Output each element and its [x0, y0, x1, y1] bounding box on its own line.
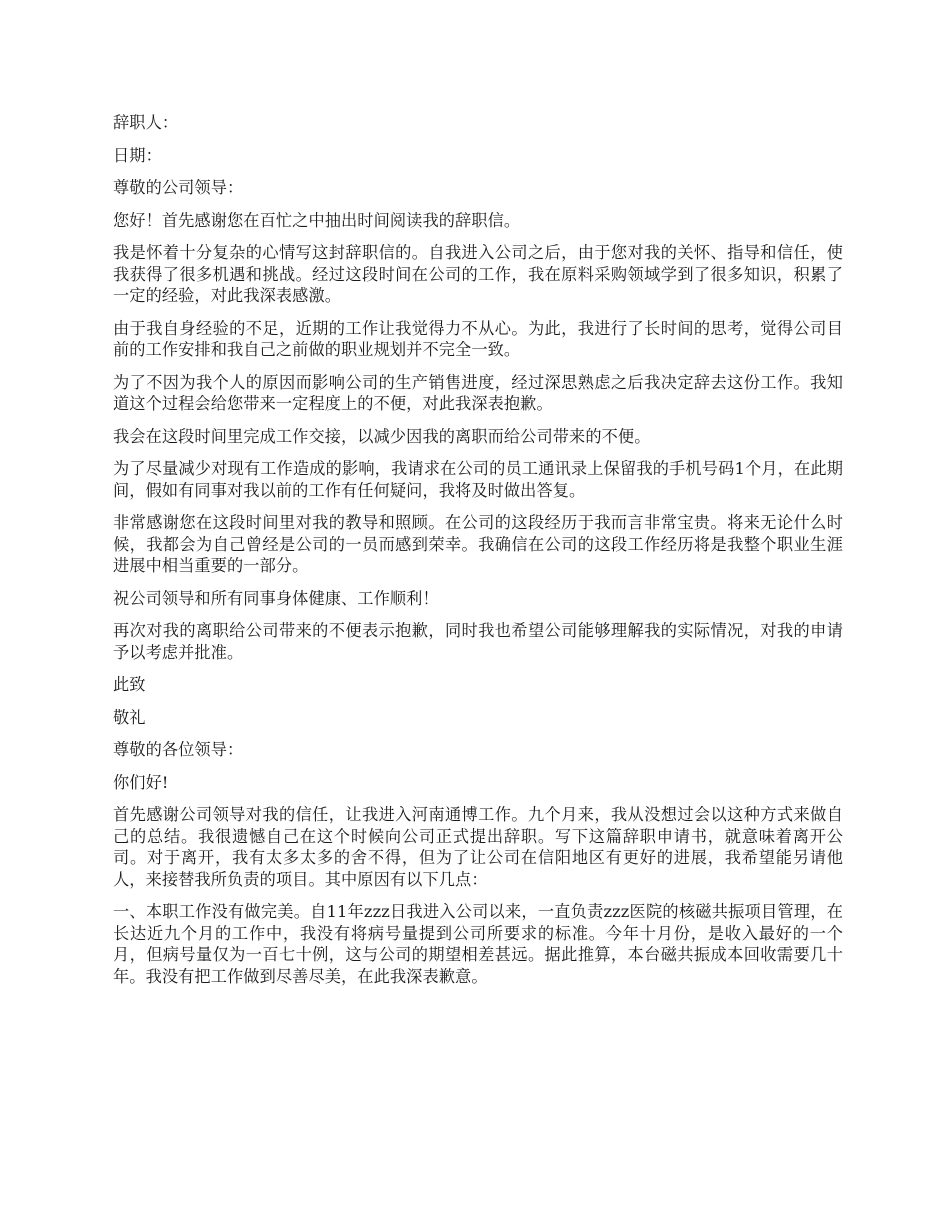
paragraph: 我是怀着十分复杂的心情写这封辞职信的。自我进入公司之后，由于您对我的关怀、指导和信任，使我获得了很多机遇和挑战。经过这段时间在公司的工作，我在原料采购领域学到了很多知识，积累了一定的经验，对此我深表感激。	[113, 243, 843, 305]
paragraph: 一、本职工作没有做完美。自11年zzz日我进入公司以来，一直负责zzz医院的核磁共振项目管理，在长达近九个月的工作中，我没有将病号量提到公司所要求的标准。今年十月份，是收入最好的一个月，但病号量仅为一百七十例，这与公司的期望相差甚远。据此推算，本台磁共振成本回收需要几十年。我没有把工作做到尽善尽美，在此我深表歉意。	[113, 902, 843, 986]
date-line: 日期：	[113, 145, 162, 165]
letter-body	[113, 112, 843, 998]
paragraph: 再次对我的离职给公司带来的不便表示抱歉，同时我也希望公司能够理解我的实际情况，对我的申请予以考虑并批准。	[113, 621, 843, 662]
paragraph: 首先感谢公司领导对我的信任，让我进入河南通博工作。九个月来，我从没想过会以这种方式来做自己的总结。我很遗憾自己在这个时候向公司正式提出辞职。写下这篇辞职申请书，就意味着离开公司。对于离开，我有太多太多的舍不得，但为了让公司在信阳地区有更好的进展，我希望能另请他人，来接替我所负责的项目。其中原因有以下几点：	[113, 805, 843, 889]
salutation: 尊敬的公司领导：	[113, 178, 244, 197]
closing-line: 此致	[113, 675, 146, 694]
wishes-line: 祝公司领导和所有同事身体健康、工作顺利！	[113, 588, 439, 608]
paragraph: 为了尽量减少对现有工作造成的影响，我请求在公司的员工通讯录上保留我的手机号码1个月，在此期间，假如有同事对我以前的工作有任何疑问，我将及时做出答复。	[113, 459, 843, 500]
resigner-line: 辞职人：	[113, 113, 179, 132]
paragraph: 为了不因为我个人的原因而影响公司的生产销售进度，经过深思熟虑之后我决定辞去这份工作。我知道这个过程会给您带来一定程度上的不便，对此我深表抱歉。	[113, 372, 843, 413]
paragraph: 由于我自身经验的不足，近期的工作让我觉得力不从心。为此，我进行了长时间的思考，觉得公司目前的工作安排和我自己之前做的职业规划并不完全一致。	[113, 318, 843, 359]
greeting: 您好！首先感谢您在百忙之中抽出时间阅读我的辞职信。	[113, 210, 521, 230]
paragraph: 非常感谢您在这段时间里对我的教导和照顾。在公司的这段经历于我而言非常宝贵。将来无论什么时候，我都会为自己曾经是公司的一员而感到荣幸。我确信在公司的这段工作经历将是我整个职业生涯进展中相当重要的一部分。	[113, 513, 843, 575]
greeting-second: 你们好!	[113, 772, 169, 792]
salutation-second: 尊敬的各位领导：	[113, 740, 244, 759]
closing-salute: 敬礼	[113, 707, 146, 727]
paragraph: 我会在这段时间里完成工作交接，以减少因我的离职而给公司带来的不便。	[113, 426, 651, 446]
